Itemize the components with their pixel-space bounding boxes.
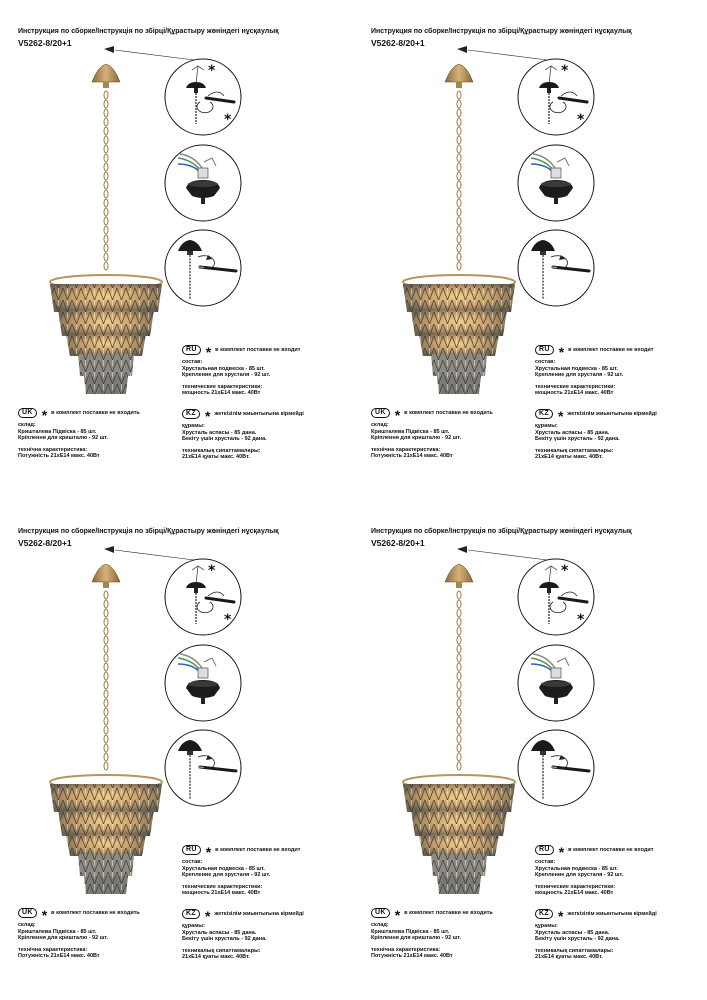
kz-badge: KZ <box>182 409 200 419</box>
ru-info-block <box>182 345 300 397</box>
ru-fastener-count: Крепление для хрусталя - 92 шт. <box>535 872 624 879</box>
asterisk-icon: * <box>558 344 565 360</box>
ru-power-spec: мощность 21хЕ14 макс. 40Вт <box>535 890 614 897</box>
kz-fastener-count: Бекіту үшін хрусталь - 92 дана. <box>535 936 620 943</box>
uk-composition-label: склад: <box>371 922 389 928</box>
instruction-heading: Инструкция по сборке/Інструкція по збірці/Құрастыру жөніндегі нұсқаулық <box>18 28 279 35</box>
instruction-panel <box>0 0 353 500</box>
uk-specs-label: технічна характеристика: <box>18 946 88 953</box>
kz-note: жеткізілім жиынтығына кірмейді <box>567 910 657 917</box>
canopy-screw-step-icon <box>164 229 242 307</box>
ru-badge: RU <box>182 845 201 855</box>
kz-info-block <box>182 909 304 961</box>
asterisk-icon: * <box>561 63 569 79</box>
connector-step-icon <box>164 644 242 722</box>
ru-badge: RU <box>182 345 201 355</box>
kz-badge: KZ <box>535 909 553 919</box>
kz-note: жеткізілім жиынтығына кірмейді <box>567 410 657 417</box>
kz-specs-label: техникалық сипаттамалары: <box>535 947 614 954</box>
instruction-heading: Инструкция по сборке/Інструкція по збірці/Құрастыру жөніндегі нұсқаулық <box>371 528 632 535</box>
asterisk-icon: * <box>577 112 585 128</box>
instruction-panel <box>353 500 706 1000</box>
ru-composition-label: состав: <box>182 359 203 365</box>
kz-pendant-count: Хрусталь аспасы - 85 дана. <box>535 929 610 936</box>
canopy-screw-step-icon <box>164 729 242 807</box>
uk-specs-label: технічна характеристика: <box>371 946 441 953</box>
ru-fastener-count: Крепление для хрусталя - 92 шт. <box>535 372 624 379</box>
ru-pendant-count: Хрустальная подвеска - 85 шт. <box>535 365 618 372</box>
uk-composition-label: склад: <box>18 922 36 928</box>
uk-pendant-count: Кришталева Підвіска - 85 шт. <box>18 928 97 935</box>
uk-info-block <box>371 408 493 460</box>
asterisk-icon: * <box>558 844 565 860</box>
ru-note: в комплект поставки не входит <box>215 346 301 353</box>
asterisk-icon: * <box>41 407 48 423</box>
ru-power-spec: мощность 21хЕ14 макс. 40Вт <box>182 890 261 897</box>
uk-badge: UK <box>18 408 37 418</box>
uk-specs-label: технічна характеристика: <box>18 446 88 453</box>
kz-composition-label: құрамы: <box>182 423 205 429</box>
instruction-panel <box>0 500 353 1000</box>
kz-info-block <box>535 409 657 461</box>
asterisk-icon: * <box>208 563 216 579</box>
ru-fastener-count: Крепление для хрусталя - 92 шт. <box>182 872 271 879</box>
kz-note: жеткізілім жиынтығына кірмейді <box>214 910 304 917</box>
asterisk-icon: * <box>557 908 564 924</box>
instruction-heading: Инструкция по сборке/Інструкція по збірці/Құрастыру жөніндегі нұсқаулық <box>371 28 632 35</box>
asterisk-icon: * <box>577 612 585 628</box>
wiring-step-icon <box>517 558 595 636</box>
kz-info-block <box>535 909 657 961</box>
canopy-screw-step-icon <box>517 229 595 307</box>
kz-badge: KZ <box>182 909 200 919</box>
uk-fastener-count: Кріплення для кришталю - 92 шт. <box>18 935 109 942</box>
ru-info-block <box>182 845 300 897</box>
uk-note: в комплект поставки не входить <box>404 409 493 416</box>
ru-specs-label: технические характеристики: <box>535 383 616 390</box>
ru-power-spec: мощность 21хЕ14 макс. 40Вт <box>535 390 614 397</box>
kz-specs-label: техникалық сипаттамалары: <box>535 447 614 454</box>
ru-specs-label: технические характеристики: <box>182 883 263 890</box>
ru-specs-label: технические характеристики: <box>182 383 263 390</box>
ru-power-spec: мощность 21хЕ14 макс. 40Вт <box>182 390 261 397</box>
wiring-step-icon <box>164 58 242 136</box>
asterisk-icon: * <box>561 563 569 579</box>
uk-fastener-count: Кріплення для кришталю - 92 шт. <box>371 435 462 442</box>
uk-badge: UK <box>18 908 37 918</box>
instruction-heading: Инструкция по сборке/Інструкція по збірці/Құрастыру жөніндегі нұсқаулық <box>18 528 279 535</box>
asterisk-icon: * <box>205 344 212 360</box>
ru-fastener-count: Крепление для хрусталя - 92 шт. <box>182 372 271 379</box>
uk-fastener-count: Кріплення для кришталю - 92 шт. <box>371 935 462 942</box>
asterisk-icon: * <box>394 907 401 923</box>
kz-power-spec: 21хЕ14 қуаты макс. 40Вт. <box>535 954 603 961</box>
uk-info-block <box>371 908 493 960</box>
uk-pendant-count: Кришталева Підвіска - 85 шт. <box>371 928 450 935</box>
kz-fastener-count: Бекіту үшін хрусталь - 92 дана. <box>182 936 267 943</box>
model-number: V5262-8/20+1 <box>18 538 72 548</box>
kz-composition-label: құрамы: <box>535 423 558 429</box>
uk-power-spec: Потужність 21хЕ14 макс. 40Вт <box>371 953 453 960</box>
kz-specs-label: техникалық сипаттамалары: <box>182 947 261 954</box>
ru-badge: RU <box>535 345 554 355</box>
ru-pendant-count: Хрустальная подвеска - 85 шт. <box>182 865 265 872</box>
kz-pendant-count: Хрусталь аспасы - 85 дана. <box>182 929 257 936</box>
ru-info-block <box>535 845 653 897</box>
connector-step-icon <box>164 144 242 222</box>
uk-power-spec: Потужність 21хЕ14 макс. 40Вт <box>371 453 453 460</box>
kz-power-spec: 21хЕ14 қуаты макс. 40Вт. <box>535 454 603 461</box>
kz-specs-label: техникалық сипаттамалары: <box>182 447 261 454</box>
uk-power-spec: Потужність 21хЕ14 макс. 40Вт <box>18 953 100 960</box>
asterisk-icon: * <box>41 907 48 923</box>
kz-info-block <box>182 409 304 461</box>
asterisk-icon: * <box>557 408 564 424</box>
ru-composition-label: состав: <box>535 359 556 365</box>
kz-pendant-count: Хрусталь аспасы - 85 дана. <box>535 429 610 436</box>
kz-badge: KZ <box>535 409 553 419</box>
ru-composition-label: состав: <box>535 859 556 865</box>
kz-composition-label: құрамы: <box>535 923 558 929</box>
ru-composition-label: состав: <box>182 859 203 865</box>
ru-pendant-count: Хрустальная подвеска - 85 шт. <box>182 365 265 372</box>
ru-pendant-count: Хрустальная подвеска - 85 шт. <box>535 865 618 872</box>
uk-note: в комплект поставки не входить <box>51 909 140 916</box>
kz-fastener-count: Бекіту үшін хрусталь - 92 дана. <box>535 436 620 443</box>
uk-note: в комплект поставки не входить <box>404 909 493 916</box>
kz-note: жеткізілім жиынтығына кірмейді <box>214 410 304 417</box>
asterisk-icon: * <box>224 112 232 128</box>
asterisk-icon: * <box>204 908 211 924</box>
uk-composition-label: склад: <box>371 422 389 428</box>
asterisk-icon: * <box>208 63 216 79</box>
ru-note: в комплект поставки не входит <box>568 846 654 853</box>
uk-badge: UK <box>371 908 390 918</box>
uk-fastener-count: Кріплення для кришталю - 92 шт. <box>18 435 109 442</box>
ru-badge: RU <box>535 845 554 855</box>
model-number: V5262-8/20+1 <box>371 38 425 48</box>
uk-info-block <box>18 408 140 460</box>
uk-info-block <box>18 908 140 960</box>
wiring-step-icon <box>517 58 595 136</box>
kz-fastener-count: Бекіту үшін хрусталь - 92 дана. <box>182 436 267 443</box>
ru-info-block <box>535 345 653 397</box>
ru-note: в комплект поставки не входит <box>215 846 301 853</box>
connector-step-icon <box>517 644 595 722</box>
connector-step-icon <box>517 144 595 222</box>
model-number: V5262-8/20+1 <box>18 38 72 48</box>
ru-note: в комплект поставки не входит <box>568 346 654 353</box>
kz-power-spec: 21хЕ14 қуаты макс. 40Вт. <box>182 454 250 461</box>
kz-power-spec: 21хЕ14 қуаты макс. 40Вт. <box>182 954 250 961</box>
wiring-step-icon <box>164 558 242 636</box>
asterisk-icon: * <box>224 612 232 628</box>
kz-pendant-count: Хрусталь аспасы - 85 дана. <box>182 429 257 436</box>
uk-composition-label: склад: <box>18 422 36 428</box>
model-number: V5262-8/20+1 <box>371 538 425 548</box>
uk-power-spec: Потужність 21хЕ14 макс. 40Вт <box>18 453 100 460</box>
kz-composition-label: құрамы: <box>182 923 205 929</box>
ru-specs-label: технические характеристики: <box>535 883 616 890</box>
uk-note: в комплект поставки не входить <box>51 409 140 416</box>
uk-badge: UK <box>371 408 390 418</box>
asterisk-icon: * <box>205 844 212 860</box>
uk-pendant-count: Кришталева Підвіска - 85 шт. <box>371 428 450 435</box>
uk-specs-label: технічна характеристика: <box>371 446 441 453</box>
canopy-screw-step-icon <box>517 729 595 807</box>
asterisk-icon: * <box>394 407 401 423</box>
asterisk-icon: * <box>204 408 211 424</box>
uk-pendant-count: Кришталева Підвіска - 85 шт. <box>18 428 97 435</box>
instruction-panel <box>353 0 706 500</box>
